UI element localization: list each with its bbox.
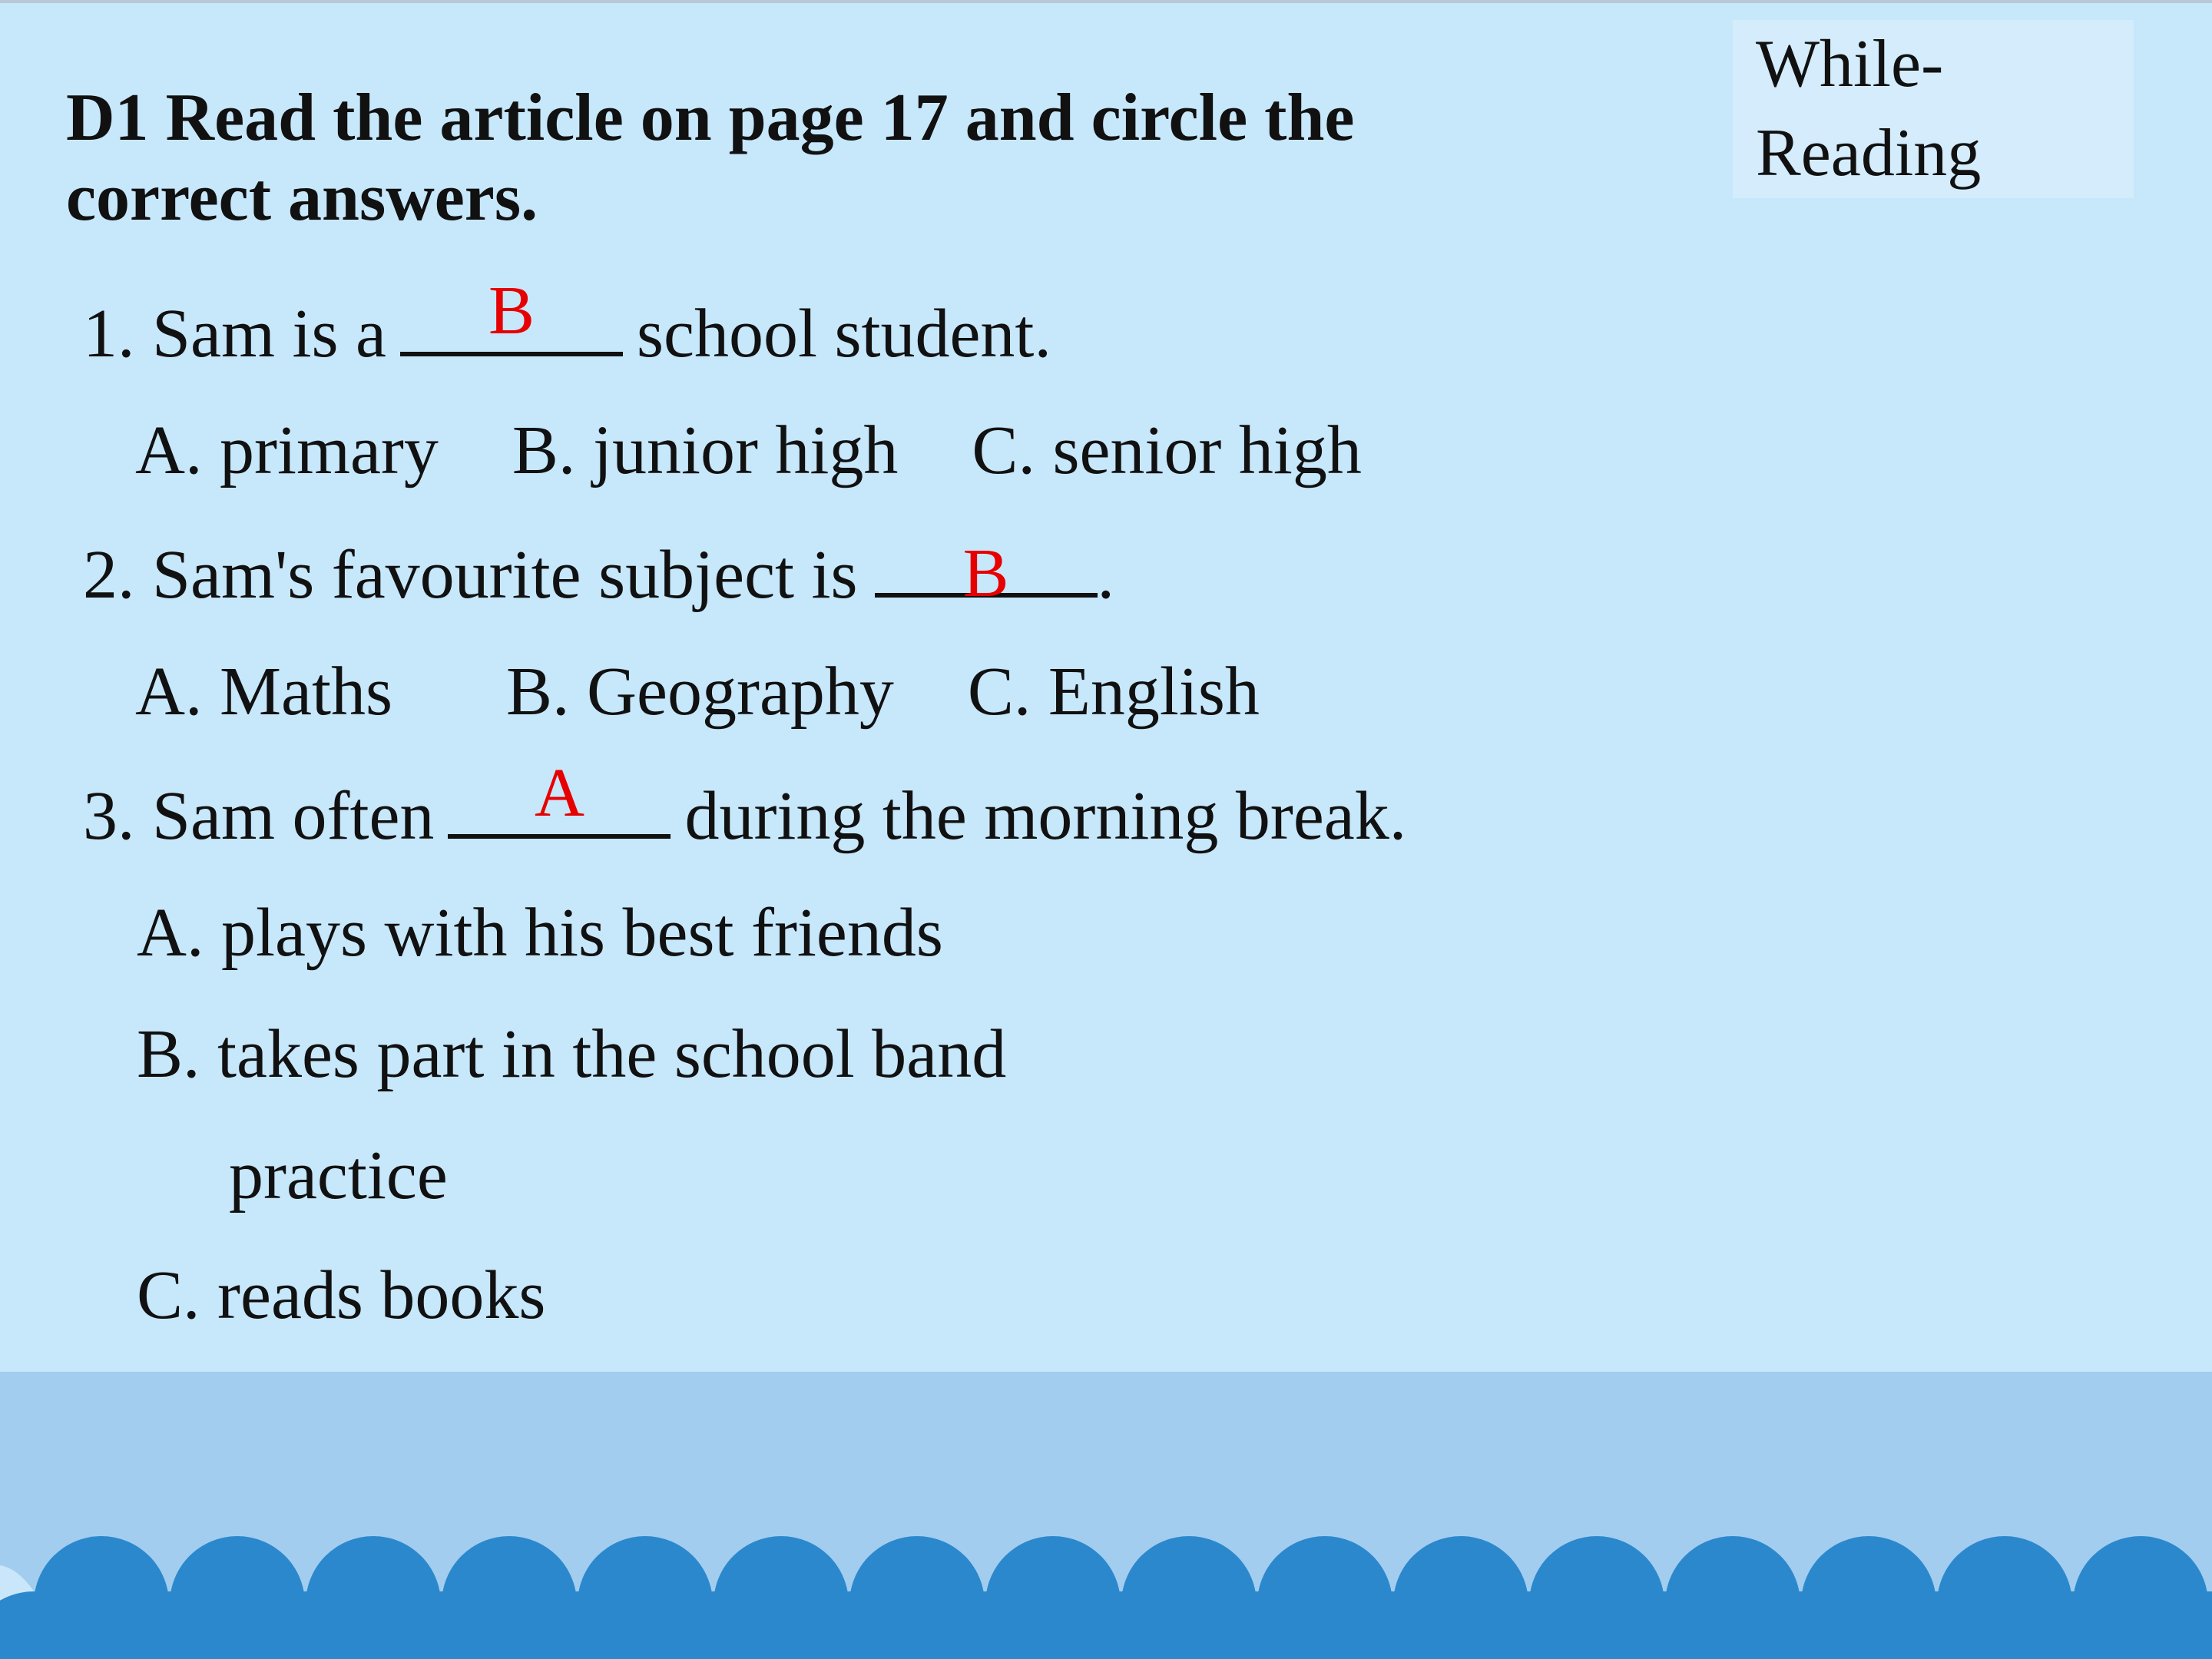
question-3-option-c: C. reads books <box>137 1257 546 1333</box>
exercise-title-line-1: D1 Read the article on page 17 and circle the <box>66 81 1355 155</box>
question-1-prefix: 1. Sam is a <box>83 296 386 372</box>
question-1-blank <box>400 273 623 356</box>
top-border <box>0 0 2212 3</box>
question-2-options <box>135 650 1260 734</box>
section-label-line-1: While- <box>1756 27 1944 101</box>
question-2-option-c: C. English <box>967 654 1260 730</box>
question-1-answer: B <box>488 273 535 349</box>
question-1-suffix: school student. <box>636 296 1051 372</box>
question-3-blank <box>448 755 671 839</box>
question-2-option-b: B. Geography <box>506 654 894 730</box>
question-3-option-b-line-2: practice <box>229 1137 448 1214</box>
question-1-option-c: C. senior high <box>972 412 1362 488</box>
question-2 <box>83 530 1114 618</box>
question-2-prefix: 2. Sam's favourite subject is <box>83 537 858 613</box>
question-2-answer: B <box>962 535 1009 611</box>
wave-pattern <box>0 1372 2212 1659</box>
question-2-option-a: A. Maths <box>135 654 392 730</box>
question-2-blank <box>875 530 1098 611</box>
question-1-options <box>135 409 1362 493</box>
decorative-footer <box>0 1372 2212 1659</box>
question-3-suffix: during the morning break. <box>684 778 1407 854</box>
question-1-option-b: B. junior high <box>512 412 899 488</box>
section-label <box>1733 20 2134 198</box>
question-3-prefix: 3. Sam often <box>83 778 435 854</box>
question-3-answer: A <box>534 755 584 831</box>
question-3-option-a: A. plays with his best friends <box>137 895 943 971</box>
question-3-option-b-line-1: B. takes part in the school band <box>137 1016 1007 1092</box>
question-3 <box>83 755 1407 859</box>
section-label-line-2: Reading <box>1756 116 1982 190</box>
question-1 <box>83 273 1051 376</box>
exercise-title-line-2: correct answers. <box>66 161 538 235</box>
question-2-suffix: . <box>1097 537 1115 613</box>
exercise-title <box>66 78 1679 238</box>
question-1-option-a: A. primary <box>135 412 439 488</box>
